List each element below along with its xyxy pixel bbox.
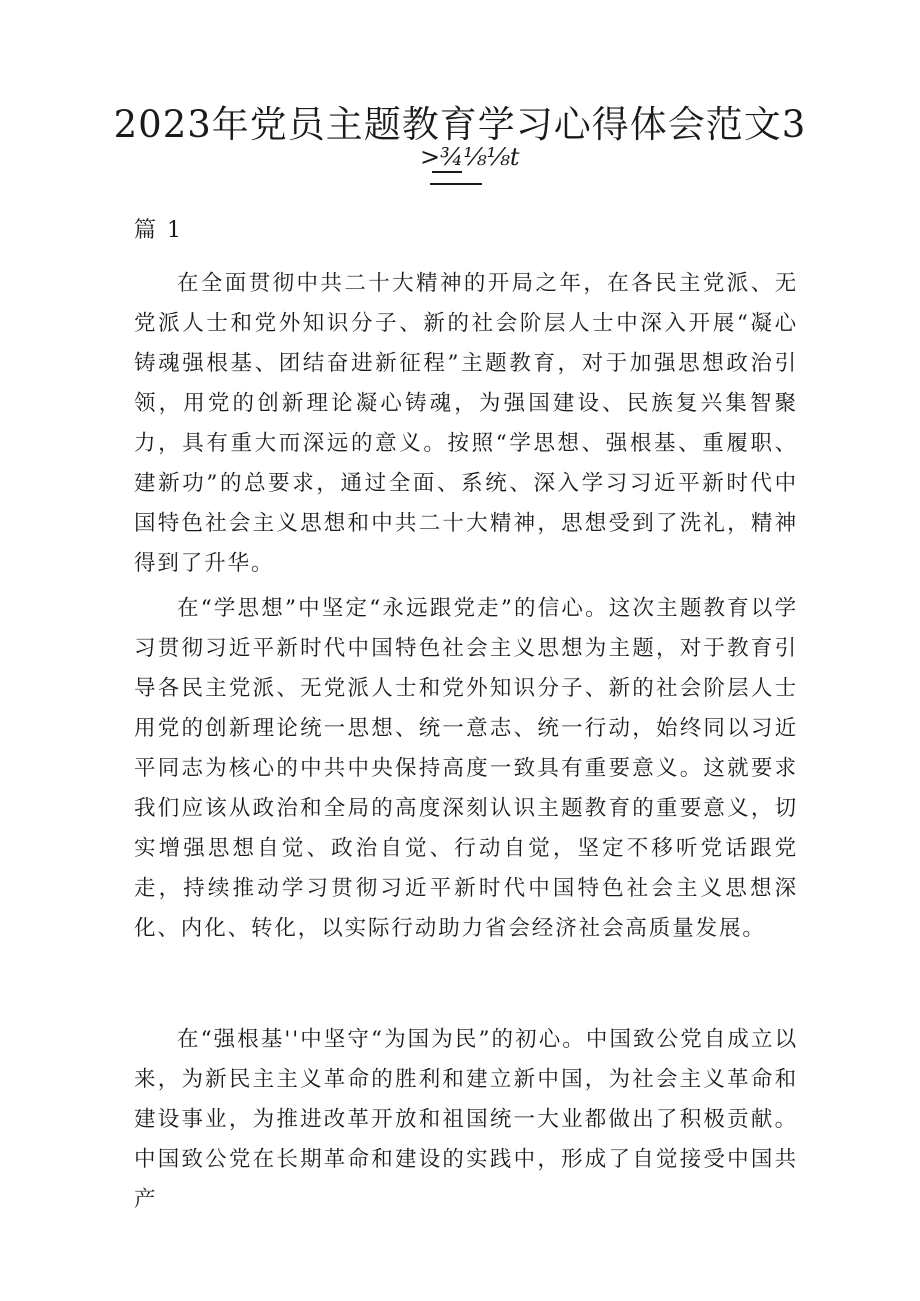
title-artifact-underline-upper [432,171,462,173]
title-scan-artifact: >¾⅛⅛t [420,143,520,171]
body-paragraph: 在全面贯彻中共二十大精神的开局之年，在各民主党派、无党派人士和党外知识分子、新的社会阶层人士中深入开展“凝心铸魂强根基、团结奋进新征程”主题教育，对于加强思想政治引领，用党的创新理论凝心铸魂，为强国建设、民族复兴集智聚力，具有重大而深远的意义。按照“学思想、强根基、重履职、建新功”的总要求，通过全面、系统、深入学习习近平新时代中国特色社会主义思想和中共二十大精神，思想受到了洗礼，精神得到了升华。 [134,271,798,576]
body-paragraph: 在“学思想”中坚定“永远跟党走”的信心。这次主题教育以学习贯彻习近平新时代中国特色社会主义思想为主题，对于教育引导各民主党派、无党派人士和党外知识分子、新的社会阶层人士用党的创新理论统一思想、统一意志、统一行动，始终同以习近平同志为核心的中共中央保持高度一致具有重要意义。这就要求我们应该从政治和全局的高度深刻认识主题教育的重要意义，切实增强思想自觉、政治自觉、行动自觉，坚定不移听党话跟党走，持续推动学习贯彻习近平新时代中国特色社会主义思想深化、内化、转化，以实际行动助力省会经济社会高质量发展。 [134,596,798,941]
document-title: 2023年党员主题教育学习心得体会范文3 [113,103,807,146]
title-artifact-underline [430,183,482,185]
body-paragraph: 在“强根基''中坚守“为国为民”的初心。中国致公党自成立以来，为新民主主义革命的胜利和建立新中国，为社会主义革命和建设事业，为推进改革开放和祖国统一大业都做出了积极贡献。中国致公党在长期革命和建设的实践中，形成了自觉接受中国共产 [134,1027,798,1212]
section-label: 篇 1 [134,218,183,243]
